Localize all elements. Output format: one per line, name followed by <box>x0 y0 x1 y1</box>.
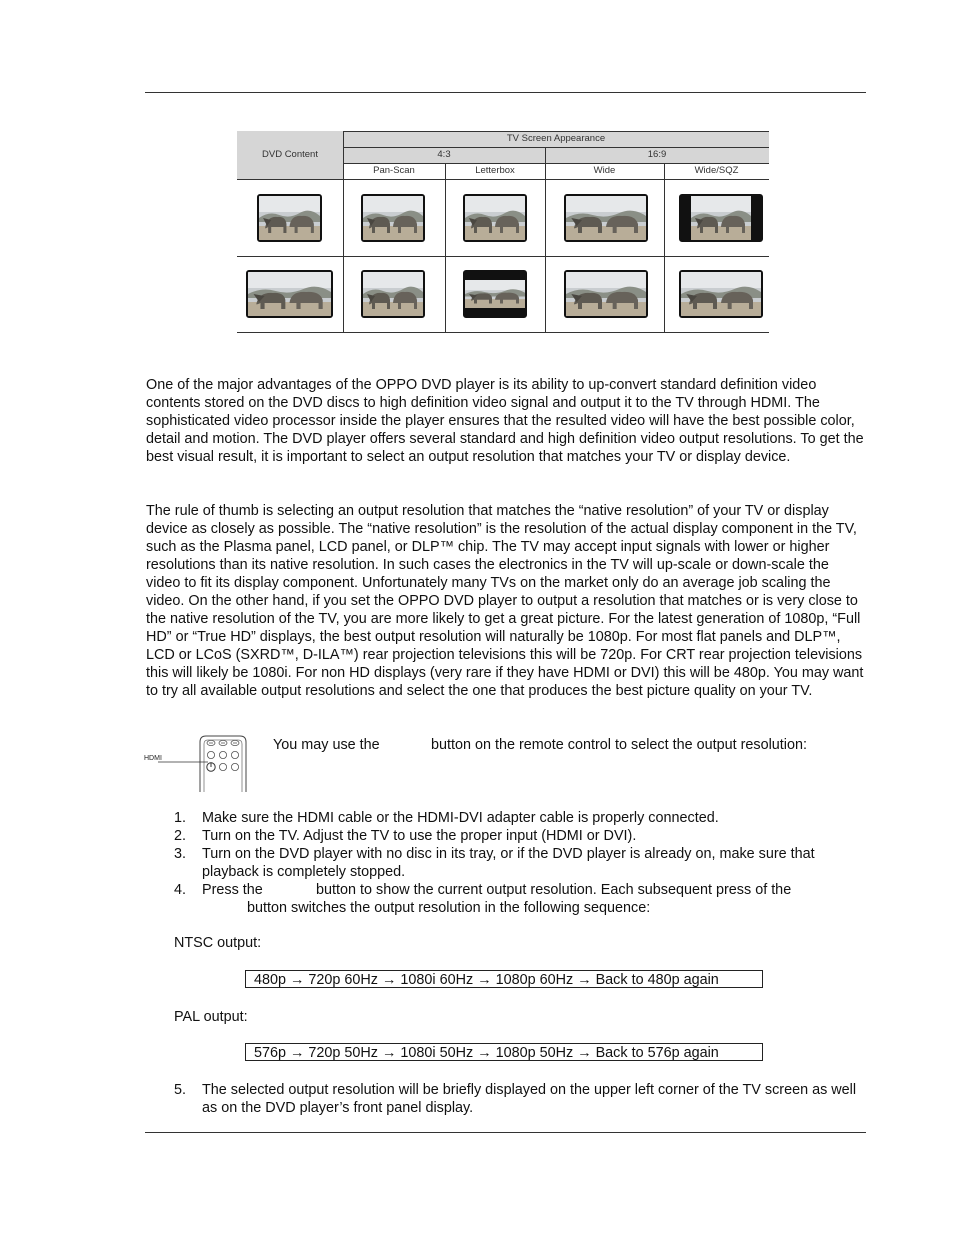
mode-wide-header: Wide <box>593 165 616 176</box>
ratio-4-3-header: 4:3 <box>343 147 545 163</box>
table-line <box>343 163 769 164</box>
elephant-thumbnail-letterbox <box>463 270 527 318</box>
elephant-thumbnail-wide <box>564 270 648 318</box>
table-line <box>343 131 344 333</box>
table-line <box>237 179 769 180</box>
table-line <box>343 131 769 132</box>
elephant-thumbnail <box>463 194 527 242</box>
remote-hdmi-button-icon <box>144 734 270 792</box>
table-line <box>445 163 446 333</box>
remote-control-illustration <box>144 734 270 792</box>
pal-sequence-box: 576p → 720p 50Hz → 1080i 50Hz → 1080p 50Hz → Back to 576p again <box>245 1043 763 1061</box>
ratio-16-9-header: 16:9 <box>545 147 769 163</box>
remote-text-before: You may use the <box>273 737 380 753</box>
dvd-content-label: DVD Content <box>262 149 318 160</box>
elephant-thumbnail-wide <box>246 270 333 318</box>
remote-text-after: button on the remote control to select the output resolution: <box>431 737 807 753</box>
mode-pan-scan-header: Pan-Scan <box>373 165 415 176</box>
table-line <box>237 256 769 257</box>
intro-paragraph: One of the major advantages of the OPPO DVD player is its ability to up-convert standard definition video contents stored on the DVD discs to high definition video signal and output it to the TV through HDMI. The sophisticated video processor inside the player ensures that the resulted video will have the best possible color, detail and motion. The DVD player offers several standard and high definition video output resolutions. To get the best visual result, it is important to select an output resolution that matches your TV or display device. <box>146 377 864 465</box>
remote-hdmi-label: HDMI <box>144 755 162 762</box>
table-line <box>343 147 769 148</box>
ntsc-sequence-box: 480p → 720p 60Hz → 1080i 60Hz → 1080p 60Hz → Back to 480p again <box>245 970 763 988</box>
pal-label: PAL output: <box>174 1009 248 1025</box>
table-line <box>545 147 546 333</box>
elephant-thumbnail-wide <box>679 270 763 318</box>
elephant-thumbnail <box>361 270 425 318</box>
mode-wide-sqz-header: Wide/SQZ <box>694 165 739 176</box>
rule-of-thumb-paragraph: The rule of thumb is selecting an output resolution that matches the “native resolution” of your TV or display device as closely as possible. The “native resolution” is the resolution of the actual display component in the TV, such as the Plasma panel, LCD panel, or DLP™ chip. The TV may accept input signals with lower or higher resolutions than its native resolution. In such cases the electronics in the TV will up-scale or down-scale the video to fit its display component. Unfortunately many TVs on the market only do an average job scaling the video. On the other hand, if you set the OPPO DVD player to output a resolution that matches or is very close to the native resolution of the TV, you are more likely to get a great picture. For the latest generation of 1080p, “Full HD” or “True HD” displays, the best output resolution will naturally be 1080p. For most flat panels and DLP™, LCD or LCoS (SXRD™, D-ILA™) rear projection televisions this will be 720p. For CRT rear projection televisions this will likely be 1080i. For non HD displays (very rare if they have HDMI or DVI) this will be 480p. You may want to try all available output resolutions and select the one that produces the best picture quality on your TV. <box>146 503 864 699</box>
elephant-thumbnail <box>361 194 425 242</box>
mode-letterbox-header: Letterbox <box>475 165 515 176</box>
elephant-thumbnail <box>257 194 322 242</box>
table-line <box>237 332 769 333</box>
tv-screen-appearance-header: TV Screen Appearance <box>343 131 769 147</box>
aspect-ratio-table <box>237 131 769 333</box>
top-rule <box>145 92 866 93</box>
bottom-rule <box>145 1132 866 1133</box>
table-line <box>664 163 665 333</box>
elephant-thumbnail-pillarbox <box>679 194 763 242</box>
elephant-thumbnail <box>564 194 648 242</box>
ntsc-label: NTSC output: <box>174 935 262 951</box>
dvd-content-header <box>237 131 343 179</box>
